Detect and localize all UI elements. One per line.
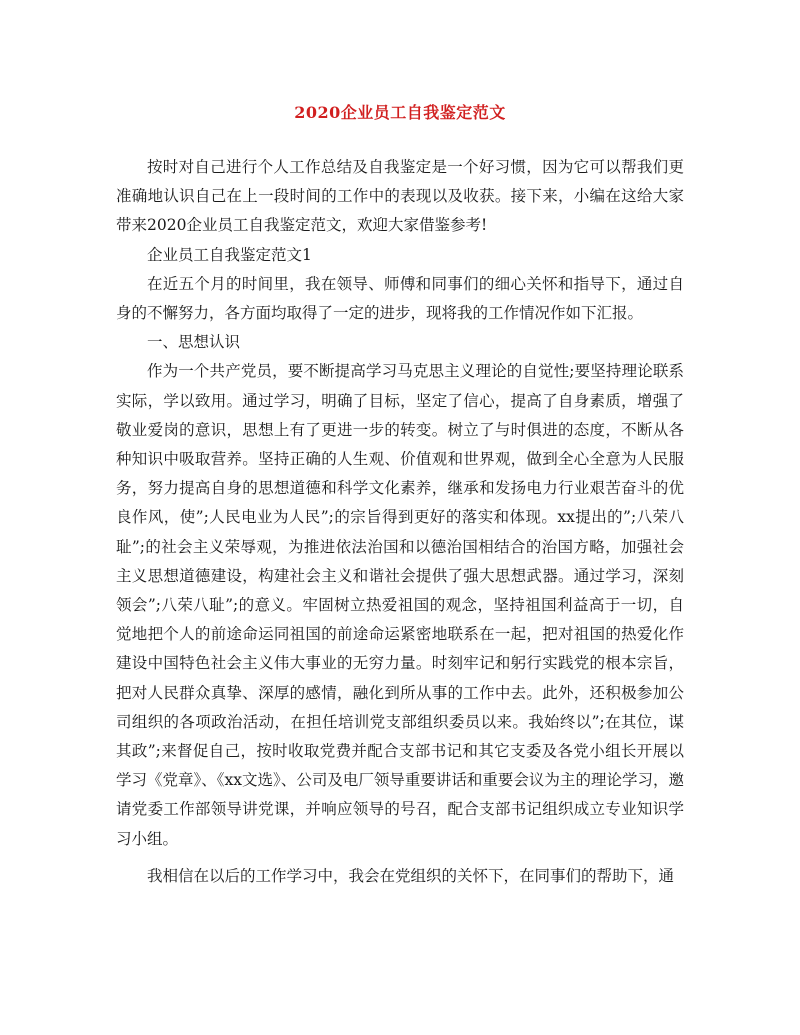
section-heading-ideology: 一、思想认识: [147, 333, 241, 352]
document-body: [116, 153, 684, 891]
section-heading-sample-1: 企业员工自我鉴定范文1: [147, 245, 312, 264]
closing-paragraph: 我相信在以后的工作学习中，我会在党组织的关怀下，在同事们的帮助下，通: [147, 866, 675, 885]
document-title: 2020企业员工自我鉴定范文: [294, 103, 506, 122]
overview-paragraph: 在近五个月的时间里，我在领导、师傅和同事们的细心关怀和指导下，通过自身的不懈努力，各方面均取得了一定的进步，现将我的工作情况作如下汇报。: [116, 274, 684, 323]
ideology-paragraph: 作为一个共产党员，要不断提高学习马克思主义理论的自觉性;要坚持理论联系实际，学以致用。通过学习，明确了目标，坚定了信心，提高了自身素质，增强了敬业爱岗的意识，思想上有了更进一步的转变。树立了与时俱进的态度，不断从各种知识中吸取营养。坚持正确的人生观、价值观和世界观，做到全心全意为人民服务，努力提高自身的思想道德和科学文化素养，继承和发扬电力行业艰苦奋斗的优良作风，使”;人民电业为人民”;的宗旨得到更好的落实和体现。xx提出的”;八荣八耻”;的社会主义荣辱观，为推进依法治国和以德治国相结合的治国方略，加强社会主义思想道德建设，构建社会主义和谐社会提供了强大思想武器。通过学习，深刻领会”;八荣八耻”;的意义。牢固树立热爱祖国的观念，坚持祖国利益高于一切，自觉地把个人的前途命运同祖国的前途命运紧密地联系在一起，把对祖国的热爱化作建设中国特色社会主义伟大事业的无穷力量。时刻牢记和躬行实践党的根本宗旨，把对人民群众真挚、深厚的感情，融化到所从事的工作中去。此外，还积极参加公司组织的各项政治活动，在担任培训党支部组织委员以来。我始终以”;在其位，谋其政”;来督促自己，按时收取党费并配合支部书记和其它支委及各党小组长开展以学习《党章》、《xx文选》、公司及电厂领导重要讲话和重要会议为主的理论学习，邀请党委工作部领导讲党课，并响应领导的号召，配合支部书记组织成立专业知识学习小组。: [116, 362, 684, 848]
intro-paragraph: 按时对自己进行个人工作总结及自我鉴定是一个好习惯，因为它可以帮我们更准确地认识自己在上一段时间的工作中的表现以及收获。接下来，小编在这给大家带来2020企业员工自我鉴定范文，欢迎大家借鉴参考!: [116, 158, 684, 235]
